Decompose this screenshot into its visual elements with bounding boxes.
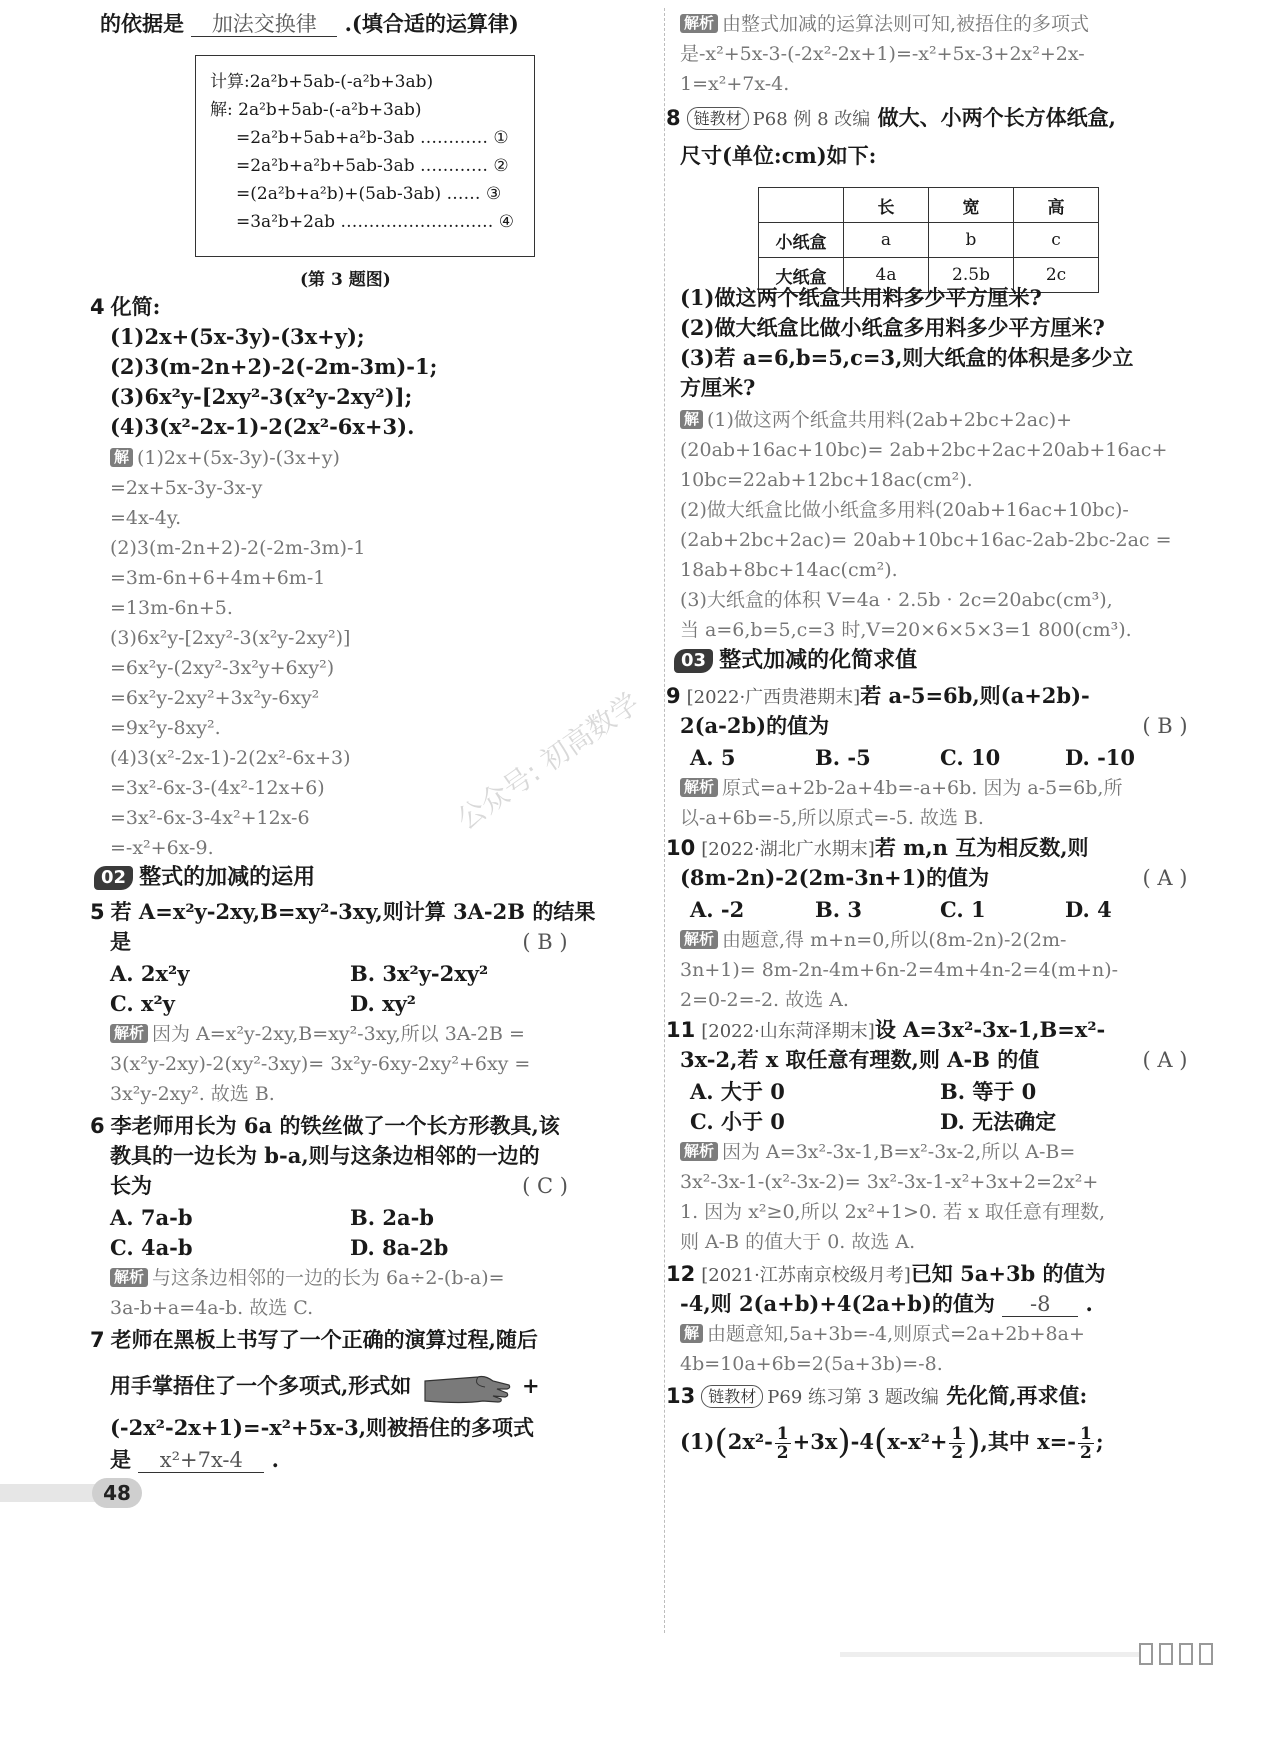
q7-blank: x²+7x-4 bbox=[138, 1448, 264, 1473]
table-cell: c bbox=[1014, 223, 1099, 258]
q7-stem-2: 用手掌捂住了一个多项式,形式如 + bbox=[110, 1368, 540, 1405]
q9-stem: 9 [2022·广西贵港期末]若 a-5=6b,则(a+2b)- bbox=[666, 683, 1090, 708]
solution-line: 1. 因为 x²≥0,所以 2x²+1>0. 若 x 取任意有理数, bbox=[680, 1201, 1105, 1223]
q5-option: A. 2x²y bbox=[110, 961, 190, 986]
solution-line: =3x²-6x-3-4x²+12x-6 bbox=[110, 807, 310, 829]
page-number: 48 bbox=[92, 1478, 142, 1508]
q8-subquestion: 方厘米? bbox=[680, 375, 756, 400]
table-header bbox=[759, 188, 844, 223]
solution-line: 3x²-3x-1-(x²-3x-2)= 3x²-3x-1-x²+3x+2=2x²+ bbox=[680, 1171, 1099, 1193]
q11-answer: ( A ) bbox=[1142, 1048, 1188, 1072]
box-line: 计算:2a²b+5ab-(-a²b+3ab) bbox=[210, 72, 434, 92]
solution-line: 3x²y-2xy². 故选 B. bbox=[110, 1083, 275, 1105]
solution-line: 10bc=22ab+12bc+18ac(cm²). bbox=[680, 469, 973, 491]
q8-subquestion: (1)做这两个纸盒共用料多少平方厘米? bbox=[680, 285, 1042, 310]
section-badge: 03 bbox=[674, 649, 713, 673]
q8-solution: 解 (1)做这两个纸盒共用料(2ab+2bc+2ac)+ bbox=[680, 406, 1072, 434]
q4-item: (4)3(x²-2x-1)-2(2x²-6x+3). bbox=[110, 414, 415, 439]
watermark: 公众号: 初高数学 bbox=[450, 686, 646, 837]
q10-option: D. 4 bbox=[1065, 897, 1112, 922]
q11-solution: 解析 因为 A=3x²-3x-1,B=x²-3x-2,所以 A-B= bbox=[680, 1138, 1075, 1166]
q8-stem: 8 链教材 P68 例 8 改编 做大、小两个长方体纸盒, bbox=[666, 105, 1116, 130]
analysis-tag: 解析 bbox=[680, 1142, 718, 1161]
hand-icon bbox=[423, 1371, 511, 1405]
section-03-header: 03 整式加减的化简求值 bbox=[674, 646, 917, 676]
solution-line: (2ab+2bc+2ac)= 20ab+10bc+16ac-2ab-2bc-2ac = bbox=[680, 529, 1172, 551]
q4-item: (2)3(m-2n+2)-2(-2m-3m)-1; bbox=[110, 354, 438, 379]
q6-stem: 6 李老师用长为 6a 的铁丝做了一个长方形教具,该 bbox=[90, 1113, 560, 1138]
solution-line: =4x-4y. bbox=[110, 507, 182, 529]
solution-line: 是-x²+5x-3-(-2x²-2x+1)=-x²+5x-3+2x²+2x- bbox=[680, 43, 1085, 65]
q5-solution: 解析 因为 A=x²y-2xy,B=xy²-3xy,所以 3A-2B = bbox=[110, 1020, 525, 1048]
fraction: $\frac{1}{2}$ bbox=[776, 1424, 789, 1463]
q6-answer: ( C ) bbox=[522, 1174, 568, 1198]
solution-line: (3)6x²y-[2xy²-3(x²y-2xy²)] bbox=[110, 627, 351, 649]
table-row bbox=[759, 223, 1099, 258]
q13-part1: (1)(2x²- $\frac{1}{2}$ +3x)-4(x-x²+ $\frac{1}{2}$ ),其中 x=- $\frac{1}{2}$ ; bbox=[680, 1422, 1104, 1463]
table-row bbox=[759, 188, 1099, 223]
q12-stem-2: -4,则 2(a+b)+4(2a+b)的值为 -8 . bbox=[680, 1291, 1093, 1316]
column-divider bbox=[664, 8, 665, 1633]
q11-option: C. 小于 0 bbox=[690, 1109, 785, 1134]
solution-tag: 解 bbox=[110, 448, 133, 467]
solution-line: (3)大纸盒的体积 V=4a · 2.5b · 2c=20abc(cm³), bbox=[680, 589, 1113, 611]
q9-solution: 解析 原式=a+2b-2a+4b=-a+6b. 因为 a-5=6b,所 bbox=[680, 774, 1122, 802]
page-edge-decoration bbox=[840, 1640, 1220, 1670]
q7-solution: 解析 由整式加减的运算法则可知,被捂住的多项式 bbox=[680, 10, 1089, 38]
solution-line: 3a-b+a=4a-b. 故选 C. bbox=[110, 1297, 314, 1319]
q7-stem-4: 是 x²+7x-4 . bbox=[110, 1447, 279, 1472]
table-cell: 4a bbox=[844, 258, 929, 293]
solution-line: 4b=10a+6b=2(5a+3b)=-8. bbox=[680, 1353, 943, 1375]
box-line: =2a²b+5ab+a²b-3ab ………… ① bbox=[236, 128, 509, 148]
q6-solution: 解析 与这条边相邻的一边的长为 6a÷2-(b-a)= bbox=[110, 1264, 505, 1292]
table-cell: 2.5b bbox=[929, 258, 1014, 293]
table-header: 宽 bbox=[929, 188, 1014, 223]
table-cell: 大纸盒 bbox=[759, 258, 844, 293]
solution-line: (4)3(x²-2x-1)-2(2x²-6x+3) bbox=[110, 747, 351, 769]
q6-stem-2: 教具的一边长为 b-a,则与这条边相邻的一边的 bbox=[110, 1143, 540, 1168]
q11-option: A. 大于 0 bbox=[690, 1079, 785, 1104]
q9-option: C. 10 bbox=[940, 745, 1001, 770]
q10-option: A. -2 bbox=[690, 897, 745, 922]
solution-line: (2)3(m-2n+2)-2(-2m-3m)-1 bbox=[110, 537, 366, 559]
q4-item: (3)6x²y-[2xy²-3(x²y-2xy²)]; bbox=[110, 384, 413, 409]
solution-line: =3m-6n+6+4m+6m-1 bbox=[110, 567, 326, 589]
q6-option: B. 2a-b bbox=[350, 1205, 434, 1230]
q3-tail: 的依据是 加法交换律 .(填合适的运算律) bbox=[100, 11, 519, 36]
q12-stem: 12 [2021·江苏南京校级月考]已知 5a+3b 的值为 bbox=[666, 1261, 1106, 1286]
q10-stem-2: (8m-2n)-2(2m-3n+1)的值为 ( A ) bbox=[680, 864, 1200, 892]
q4-solution-start: 解 (1)2x+(5x-3y)-(3x+y) bbox=[110, 444, 340, 472]
page-number-strip bbox=[0, 1484, 100, 1502]
box-size-table bbox=[758, 187, 1099, 293]
solution-line: 2=0-2=-2. 故选 A. bbox=[680, 989, 849, 1011]
section-02-header: 02 整式的加减的运用 bbox=[94, 863, 315, 893]
table-cell: a bbox=[844, 223, 929, 258]
q5-stem: 5 若 A=x²y-2xy,B=xy²-3xy,则计算 3A-2B 的结果 bbox=[90, 899, 596, 924]
q8-subquestion: (3)若 a=6,b=5,c=3,则大纸盒的体积是多少立 bbox=[680, 345, 1134, 370]
q10-stem: 10 [2022·湖北广水期末]若 m,n 互为相反数,则 bbox=[666, 835, 1089, 860]
textbook-link-tag: 链教材 bbox=[701, 1385, 763, 1408]
q4-title: 4 化简: bbox=[90, 294, 161, 319]
q13-stem: 13 链教材 P69 练习第 3 题改编 先化简,再求值: bbox=[666, 1383, 1088, 1408]
table-cell: 小纸盒 bbox=[759, 223, 844, 258]
q11-option: D. 无法确定 bbox=[940, 1109, 1057, 1134]
q6-option: C. 4a-b bbox=[110, 1235, 193, 1260]
figure-caption: (第 3 题图) bbox=[300, 270, 391, 290]
solution-line: 则 A-B 的值大于 0. 故选 A. bbox=[680, 1231, 916, 1253]
q12-blank: -8 bbox=[1002, 1292, 1078, 1317]
table-cell: 2c bbox=[1014, 258, 1099, 293]
solution-line: 1=x²+7x-4. bbox=[680, 73, 790, 95]
section-badge: 02 bbox=[94, 866, 133, 890]
q10-option: B. 3 bbox=[815, 897, 862, 922]
q6-option: D. 8a-2b bbox=[350, 1235, 449, 1260]
box-line: 解: 2a²b+5ab-(-a²b+3ab) bbox=[210, 100, 422, 120]
table-header: 长 bbox=[844, 188, 929, 223]
solution-tag: 解 bbox=[680, 410, 703, 429]
q9-answer: ( B ) bbox=[1142, 714, 1188, 738]
q4-item: (1)2x+(5x-3y)-(3x+y); bbox=[110, 324, 365, 349]
solution-line: 3(x²y-2xy)-2(xy²-3xy)= 3x²y-6xy-2xy²+6xy = bbox=[110, 1053, 531, 1075]
solution-line: =-x²+6x-9. bbox=[110, 837, 214, 859]
analysis-tag: 解析 bbox=[680, 14, 718, 33]
solution-line: =6x²y-2xy²+3x²y-6xy² bbox=[110, 687, 320, 709]
q7-stem: 7 老师在黑板上书写了一个正确的演算过程,随后 bbox=[90, 1327, 538, 1352]
q11-stem-2: 3x-2,若 x 取任意有理数,则 A-B 的值 ( A ) bbox=[680, 1046, 1200, 1074]
solution-line: 3n+1)= 8m-2n-4m+6n-2=4m+4n-2=4(m+n)- bbox=[680, 959, 1119, 981]
analysis-tag: 解析 bbox=[110, 1268, 148, 1287]
q3-figure-box bbox=[195, 55, 535, 257]
solution-line: =2x+5x-3y-3x-y bbox=[110, 477, 263, 499]
q3-blank: 加法交换律 bbox=[191, 12, 337, 37]
q5-stem-2: 是 ( B ) bbox=[110, 928, 580, 956]
table-cell: b bbox=[929, 223, 1014, 258]
q10-solution: 解析 由题意,得 m+n=0,所以(8m-2n)-2(2m- bbox=[680, 926, 1066, 954]
q9-option: D. -10 bbox=[1065, 745, 1136, 770]
q6-stem-3: 长为 ( C ) bbox=[110, 1172, 580, 1200]
solution-line: 以-a+6b=-5,所以原式=-5. 故选 B. bbox=[680, 807, 984, 829]
fraction: $\frac{1}{2}$ bbox=[1080, 1424, 1092, 1463]
solution-line: (2)做大纸盒比做小纸盒多用料(20ab+16ac+10bc)- bbox=[680, 499, 1129, 521]
q6-option: A. 7a-b bbox=[110, 1205, 193, 1230]
box-line: =3a²b+2ab ……………………… ④ bbox=[236, 212, 515, 232]
q11-option: B. 等于 0 bbox=[940, 1079, 1037, 1104]
analysis-tag: 解析 bbox=[680, 930, 718, 949]
q10-answer: ( A ) bbox=[1142, 866, 1188, 890]
solution-line: =9x²y-8xy². bbox=[110, 717, 221, 739]
q11-stem: 11 [2022·山东菏泽期末]设 A=3x²-3x-1,B=x²- bbox=[666, 1017, 1106, 1042]
q5-option: C. x²y bbox=[110, 991, 175, 1016]
q12-solution: 解 由题意知,5a+3b=-4,则原式=2a+2b+8a+ bbox=[680, 1320, 1085, 1348]
box-line: =(2a²b+a²b)+(5ab-3ab) …… ③ bbox=[236, 184, 502, 204]
textbook-link-tag: 链教材 bbox=[687, 107, 749, 130]
solution-tag: 解 bbox=[680, 1324, 703, 1343]
fraction: $\frac{1}{2}$ bbox=[951, 1424, 964, 1463]
solution-line: =6x²y-(2xy²-3x²y+6xy²) bbox=[110, 657, 335, 679]
q9-option: A. 5 bbox=[690, 745, 736, 770]
q5-option: D. xy² bbox=[350, 991, 417, 1016]
q10-option: C. 1 bbox=[940, 897, 986, 922]
solution-line: =3x²-6x-3-(4x²-12x+6) bbox=[110, 777, 325, 799]
table-header: 高 bbox=[1014, 188, 1099, 223]
q7-stem-3: (-2x²-2x+1)=-x²+5x-3,则被捂住的多项式 bbox=[110, 1415, 534, 1440]
solution-line: (20ab+16ac+10bc)= 2ab+2bc+2ac+20ab+16ac+ bbox=[680, 439, 1168, 461]
analysis-tag: 解析 bbox=[110, 1024, 148, 1043]
q8-stem-2: 尺寸(单位:cm)如下: bbox=[680, 143, 877, 168]
solution-line: 18ab+8bc+14ac(cm²). bbox=[680, 559, 898, 581]
solution-line: =13m-6n+5. bbox=[110, 597, 233, 619]
analysis-tag: 解析 bbox=[680, 778, 718, 797]
q8-subquestion: (2)做大纸盒比做小纸盒多用料多少平方厘米? bbox=[680, 315, 1105, 340]
q5-answer: ( B ) bbox=[522, 930, 568, 954]
box-line: =2a²b+a²b+5ab-3ab ………… ② bbox=[236, 156, 509, 176]
q5-option: B. 3x²y-2xy² bbox=[350, 961, 489, 986]
q9-option: B. -5 bbox=[815, 745, 871, 770]
q9-stem-2: 2(a-2b)的值为 ( B ) bbox=[680, 712, 1200, 740]
solution-line: 当 a=6,b=5,c=3 时,V=20×6×5×3=1 800(cm³). bbox=[680, 619, 1132, 641]
